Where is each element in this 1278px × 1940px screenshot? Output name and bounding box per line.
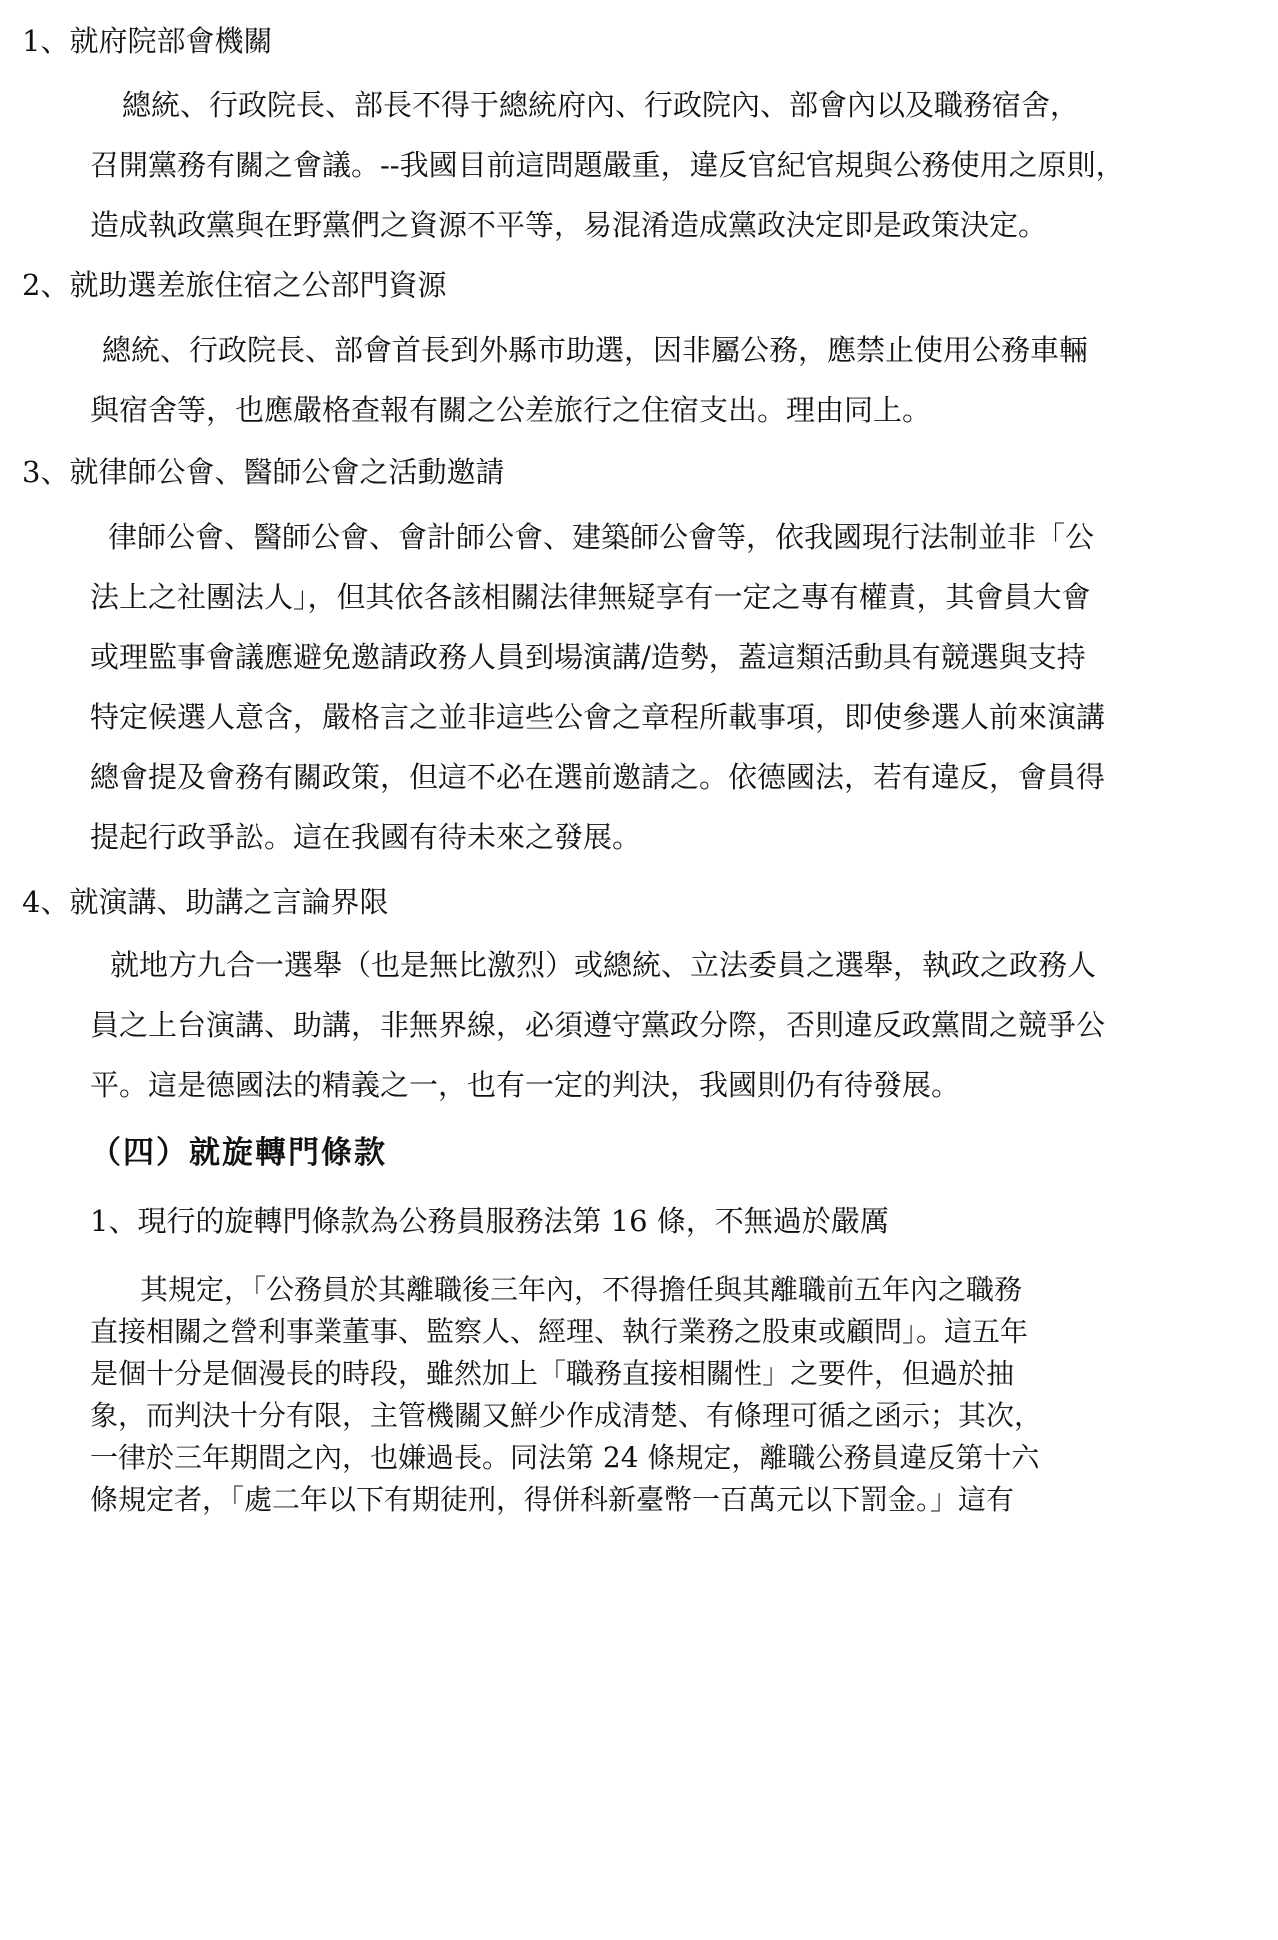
section-3-line-3: 或理監事會議應避免邀請政務人員到場演講/造勢，蓋這類活動具有競選與支持 xyxy=(90,640,1086,674)
section-4-line-1: 就地方九合一選舉（也是無比激烈）或總統、立法委員之選舉，執政之政務人 xyxy=(110,948,1097,982)
section-4-line-3: 平。這是德國法的精義之一，也有一定的判決，我國則仍有待發展。 xyxy=(90,1068,961,1102)
section-3-line-6: 提起行政爭訟。這在我國有待未來之發展。 xyxy=(90,820,642,854)
section-1-line-2: 召開黨務有關之會議。--我國目前這問題嚴重，違反官紀官規與公務使用之原則， xyxy=(90,148,1125,182)
part-4-item-1-line-4: 象，而判決十分有限，主管機關又鮮少作成清楚、有條理可循之函示；其次， xyxy=(90,1399,1043,1432)
section-3-line-1: 律師公會、醫師公會、會計師公會、建築師公會等，依我國現行法制並非「公 xyxy=(108,520,1095,554)
section-2-line-1: 總統、行政院長、部會首長到外縣市助選，因非屬公務，應禁止使用公務車輛 xyxy=(102,333,1089,367)
section-2-heading: 2、就助選差旅住宿之公部門資源 xyxy=(22,268,447,302)
part-4-item-1-line-2: 直接相關之營利事業董事、監察人、經理、執行業務之股東或顧問」。這五年 xyxy=(90,1315,1029,1348)
section-3-line-4: 特定候選人意含，嚴格言之並非這些公會之章程所載事項，即使參選人前來演講 xyxy=(90,700,1106,734)
section-3-line-2: 法上之社團法人」，但其依各該相關法律無疑享有一定之專有權責，其會員大會 xyxy=(90,580,1091,614)
section-1-line-3: 造成執政黨與在野黨們之資源不平等，易混淆造成黨政決定即是政策決定。 xyxy=(90,208,1048,242)
part-4-item-1-line-6: 條規定者，「處二年以下有期徒刑，得併科新臺幣一百萬元以下罰金。」這有 xyxy=(90,1483,1015,1516)
section-1-heading: 1、就府院部會機關 xyxy=(22,24,273,58)
section-4-heading: 4、就演講、助講之言論界限 xyxy=(22,885,389,919)
part-4-heading: （四）就旋轉門條款 xyxy=(90,1135,387,1171)
part-4-item-1-line-3: 是個十分是個漫長的時段，雖然加上「職務直接相關性」之要件，但過於抽 xyxy=(90,1357,1015,1390)
part-4-item-1-line-1: 其規定，「公務員於其離職後三年內，不得擔任與其離職前五年內之職務 xyxy=(140,1273,1023,1306)
section-1-line-1: 總統、行政院長、部長不得于總統府內、行政院內、部會內以及職務宿舍， xyxy=(122,88,1080,122)
section-3-line-5: 總會提及會務有關政策，但這不必在選前邀請之。依德國法，若有違反，會員得 xyxy=(90,760,1106,794)
section-3-heading: 3、就律師公會、醫師公會之活動邀請 xyxy=(22,455,505,489)
section-4-line-2: 員之上台演講、助講，非無界線，必須遵守黨政分際，否則違反政黨間之競爭公 xyxy=(90,1008,1106,1042)
section-2-line-2: 與宿舍等，也應嚴格查報有關之公差旅行之住宿支出。理由同上。 xyxy=(90,393,932,427)
part-4-item-1-line-5: 一律於三年期間之內，也嫌過長。同法第 24 條規定，離職公務員違反第十六 xyxy=(90,1441,1040,1474)
part-4-item-1-heading: 1、現行的旋轉門條款為公務員服務法第 16 條，不無過於嚴厲 xyxy=(90,1204,889,1238)
